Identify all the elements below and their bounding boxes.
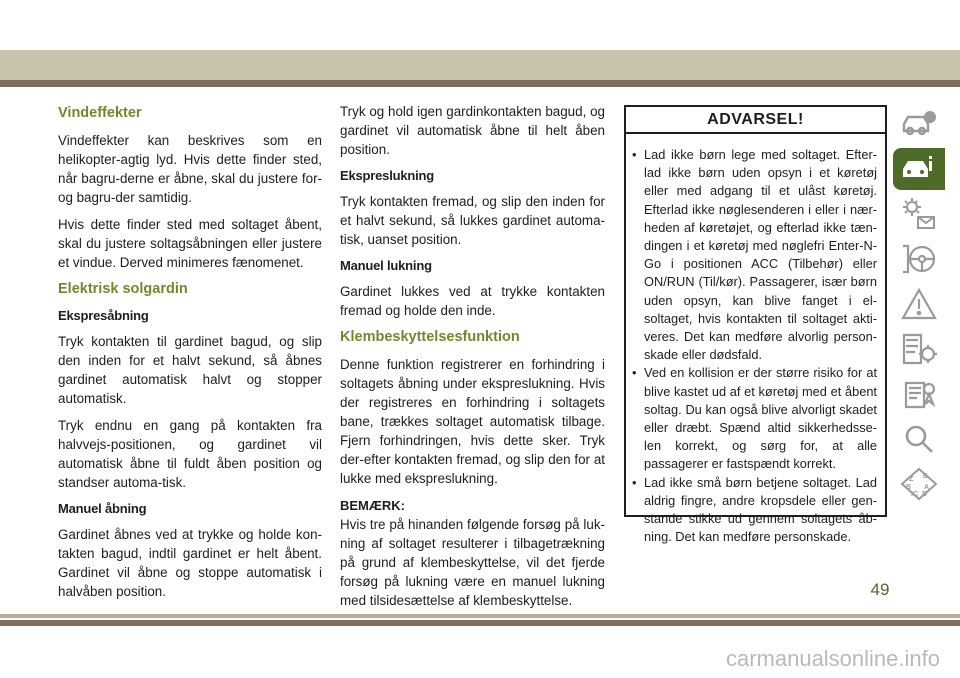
warning-triangle-icon: [900, 287, 938, 321]
watermark: carmanualsonline.info: [725, 646, 940, 671]
heading-elektrisk-solgardin: Elektrisk solgardin: [58, 281, 188, 297]
footer-band: [0, 620, 960, 626]
middle-column: [340, 100, 605, 610]
tab-emergency[interactable]: [893, 328, 945, 370]
tab-servicing[interactable]: [893, 373, 945, 415]
header-band-dark: [0, 80, 960, 87]
paragraph: Tryk endnu en gang på kontakten fra halvvejs-positionen, og gardinet vil automatisk åbne til fuldt åben position og standser automa-tisk.: [58, 418, 322, 490]
tab-starting-driving[interactable]: [893, 283, 945, 325]
tab-instrument-panel[interactable]: [893, 193, 945, 235]
dashboard-lights-icon: [900, 197, 938, 231]
tab-getting-to-know[interactable]: [893, 148, 945, 190]
warning-title: ADVARSEL!: [626, 107, 885, 134]
paragraph: Tryk kontakten fremad, og slip den inden for et halvt sekund, så lukkes gardinet automa-tisk, uanset position.: [340, 194, 605, 247]
paragraph: Hvis dette finder sted med soltaget åbent, skal du justere soltagsåbningen eller justere et vindue. Derved minimeres fænomenet.: [58, 217, 322, 270]
paragraph: Tryk kontakten til gardinet bagud, og slip den inden for et halvt sekund, så åbnes gardinet automatisk halvt og stopper automatisk.: [58, 334, 322, 406]
left-column: [58, 100, 322, 609]
tab-search[interactable]: [893, 418, 945, 460]
paragraph: Gardinet lukkes ved at trykke kontakten fremad og holde den inde.: [340, 284, 605, 318]
footer-line: [0, 614, 960, 618]
multimedia-icon: [900, 377, 938, 411]
page-number: 49: [870, 580, 890, 599]
subheading-manuel-aabning: Manuel åbning: [58, 501, 147, 516]
maintenance-icon: [900, 332, 938, 366]
chapter-tabs: [893, 103, 945, 508]
tab-vehicle-intro[interactable]: [893, 103, 945, 145]
paragraph: Vindeffekter kan beskrives som en helikopter-agtig lyd. Hvis dette finder sted, når bagru-derne er åbne, skal du justere for- og bagru-der samtidig.: [58, 133, 322, 205]
svg-text:D: D: [922, 491, 928, 498]
paragraph: Gardinet åbnes ved at trykke og holde kon-takten bagud, indtil gardinet er helt åbent. Gardinet vil åbne og stoppe automatisk i halvåben position.: [58, 527, 322, 599]
car-info-icon: [900, 107, 938, 141]
svg-text:Z: Z: [909, 476, 914, 483]
svg-text:A: A: [924, 484, 930, 491]
heading-klembeskyttelse: Klembeskyttelsesfunktion: [340, 329, 520, 345]
index-az-icon: [900, 467, 938, 501]
warning-box: [624, 105, 887, 545]
steering-wheel-icon: [900, 242, 938, 276]
svg-text:IC: IC: [911, 491, 918, 498]
paragraph: Tryk og hold igen gardinkontakten bagud, og gardinet vil automatisk åbne til helt åben position.: [340, 104, 605, 157]
note-text: Hvis tre på hinanden følgende forsøg på luk-ning af soltaget resulterer i tilbagetrækning på grund af klembeskyttelse, vil det fjerde forsøg på lukning være en manuel lukning med tilsidesættelse af klembeskyttelse.: [340, 517, 605, 608]
paragraph: Denne funktion registrerer en forhindring i soltagets åbning under ekspreslukning. Hvis der registreres en forhindring i soltagets bane, trækkes soltaget automatisk tilbage. Fjern forhindringen, hvis dette sker. Tryk der-efter kontakten fremad, og slip den for at lukke med ekspreslukning.: [340, 357, 605, 486]
subheading-ekspresaabning: Ekspresåbning: [58, 308, 149, 323]
header-band: [0, 50, 960, 80]
warning-item: • Lad ikke børn lege med soltaget. Efter-lad ikke børn uden opsyn i et køretøj eller med adgang til et ulåst køretøj. Efterlad ikke nøglesenderen i eller i nær-heden af køretøjet, og efterlad ikke tæn-dingen i et køretøj med nøglefri Enter-N-Go i positionen ACC (Tilbehør) eller ON/RUN (Til/kør). Passagerer, især børn uden opsyn, kan blive fanget i el-soltaget, hvis kontakten til soltaget akti-veres. Det kan medføre alvorlig person-skade eller dødsfald.: [632, 146, 877, 364]
warning-item: • Lad ikke små børn betjene soltaget. Lad aldrig fingre, andre kropsdele eller gen-stande stikke ud gennem soltagets åb-ning. Det kan medføre personskade.: [632, 474, 877, 547]
subheading-manuel-lukning: Manuel lukning: [340, 258, 432, 273]
svg-text:E: E: [923, 473, 928, 480]
tab-safety[interactable]: [893, 238, 945, 280]
warning-item: • Ved en kollision er der større risiko for at blive kastet ud af et køretøj med et åbent soltag. Du kan også blive alvorligt skadet eller dræbt. Spænd altid sikkerhedsse-len korrekt, og sørg for, at alle passagerer er fastspændt korrekt.: [632, 364, 877, 473]
heading-vindeffekter: Vindeffekter: [58, 105, 142, 121]
subheading-ekspreslukning: Ekspreslukning: [340, 168, 435, 183]
car-info-active-icon: [900, 152, 938, 186]
note-label: BEMÆRK:: [340, 498, 405, 513]
warning-list: [626, 134, 885, 546]
search-icon: [900, 422, 938, 456]
svg-text:B: B: [906, 484, 912, 491]
tab-index[interactable]: [893, 463, 945, 505]
